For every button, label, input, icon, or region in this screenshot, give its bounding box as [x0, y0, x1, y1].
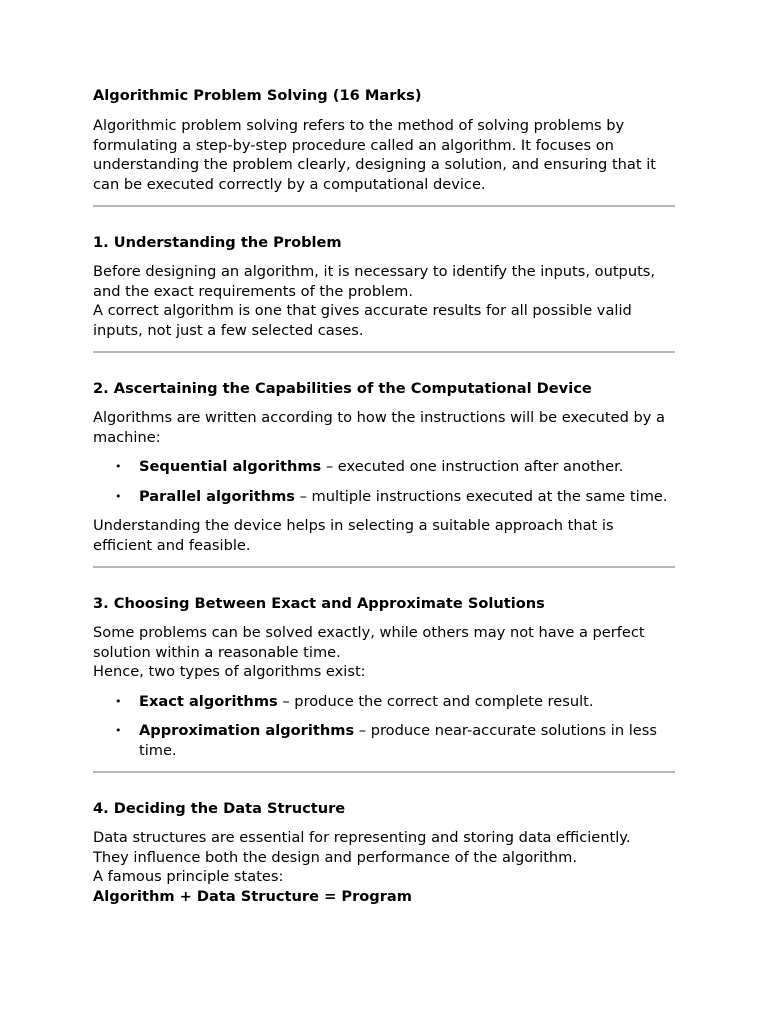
section-1-heading: 1. Understanding the Problem	[93, 234, 342, 251]
bullet-desc: – executed one instruction after another.	[321, 458, 624, 475]
list-item	[93, 721, 675, 760]
intro-paragraph: Algorithmic problem solving refers to the method of solving problems by formulating a step-by-step procedure called an algorithm. It focuses on understanding the problem clearly, designing a solution, and ensuring that it can be executed correctly by a computational device.	[93, 117, 657, 193]
section-4-paragraph	[93, 828, 675, 906]
section-divider	[93, 205, 675, 207]
list-item	[93, 692, 675, 712]
bullet-term: Parallel algorithms	[139, 487, 295, 505]
section-3-line-1: Some problems can be solved exactly, while others may not have a perfect solution within a reasonable time.	[93, 624, 645, 661]
section-3-heading: 3. Choosing Between Exact and Approximate Solutions	[93, 595, 545, 612]
section-4-line-2: They influence both the design and performance of the algorithm.	[93, 848, 578, 866]
section-divider	[93, 771, 675, 773]
list-item	[93, 457, 675, 477]
bullet-term: Exact algorithms	[139, 692, 278, 710]
document-content	[93, 86, 675, 906]
section-4-line-3: A famous principle states:	[93, 868, 284, 885]
bullet-desc: – produce near-accurate solutions in less time.	[139, 722, 657, 759]
bullet-term: Approximation algorithms	[139, 722, 355, 739]
section-4-formula: Algorithm + Data Structure = Program	[93, 887, 412, 905]
list-item	[93, 487, 675, 507]
bullet-desc: – produce the correct and complete result.	[277, 692, 594, 710]
section-4-heading: 4. Deciding the Data Structure	[93, 800, 346, 817]
bullet-desc: – multiple instructions executed at the same time.	[294, 487, 668, 505]
section-2-heading: 2. Ascertaining the Capabilities of the Computational Device	[93, 380, 592, 397]
bullet-icon: •	[115, 694, 122, 708]
section-2-paragraph: Algorithms are written according to how the instructions will be executed by a machine:	[93, 409, 665, 446]
section-4-line-1: Data structures are essential for representing and storing data efficiently.	[93, 829, 631, 846]
section-divider	[93, 566, 675, 568]
bullet-icon: •	[115, 489, 122, 503]
section-3-bullet-list	[93, 692, 675, 761]
section-1-line-2: A correct algorithm is one that gives accurate results for all possible valid inputs, not just a few selected cases.	[93, 302, 632, 339]
bullet-icon: •	[115, 460, 122, 473]
bullet-term: Sequential algorithms	[139, 458, 322, 475]
section-2-bullet-list	[93, 457, 675, 506]
bullet-icon: •	[115, 724, 122, 737]
section-divider	[93, 351, 675, 353]
document-title: Algorithmic Problem Solving (16 Marks)	[93, 87, 422, 104]
section-1-line-1: Before designing an algorithm, it is necessary to identify the inputs, outputs, and the exact requirements of the problem.	[93, 263, 656, 300]
section-1-paragraph	[93, 262, 675, 340]
section-2-closing-paragraph: Understanding the device helps in selecting a suitable approach that is efficient and feasible.	[93, 517, 614, 554]
section-3-line-2: Hence, two types of algorithms exist:	[93, 663, 366, 680]
section-3-paragraph	[93, 623, 675, 682]
